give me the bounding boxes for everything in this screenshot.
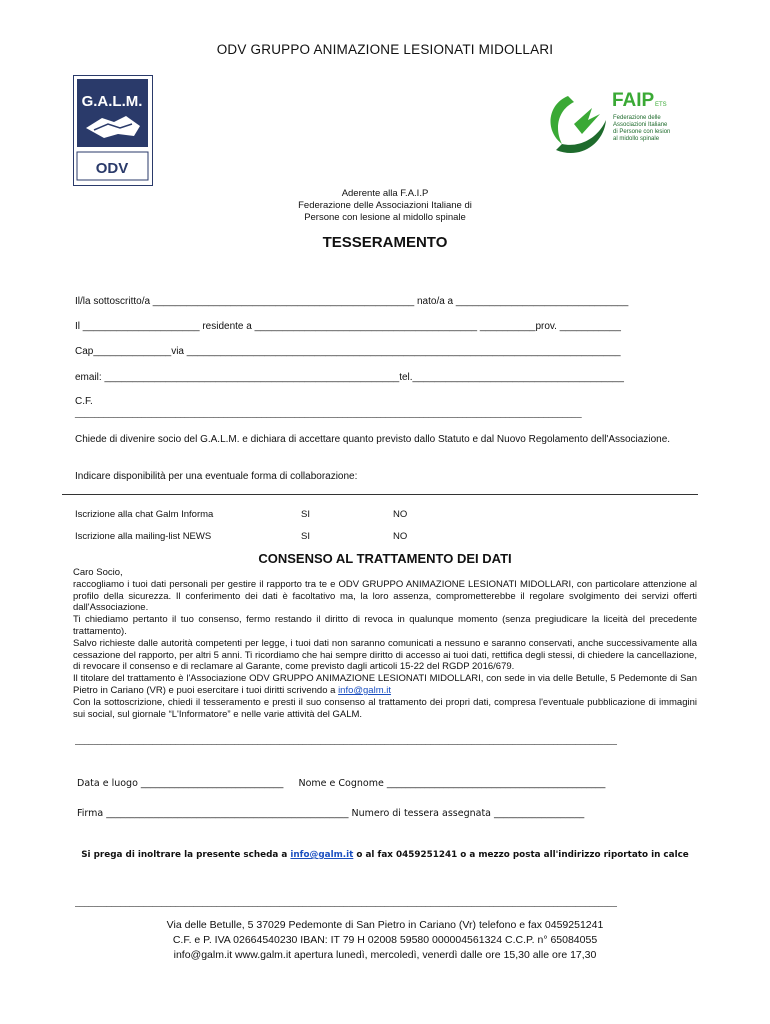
consent-paragraph-4-text: Il titolare del trattamento è l'Associazione ODV GRUPPO ANIMAZIONE LESIONATI MIDOLLARI, con sede in via delle Betulle, 5 Pedemonte di San Pietro in Cariano (VR) e puoi esercitare i tuoi diritti scrivendo a bbox=[73, 673, 697, 696]
residence-field[interactable]: Il _____________________ residente a ________________________________________ __________prov. ___________ bbox=[75, 321, 621, 332]
svg-text:ETS: ETS bbox=[655, 102, 667, 108]
footer-address: Via delle Betulle, 5 37029 Pedemonte di San Pietro in Cariano (Vr) telefono e fax 0459251241 bbox=[166, 919, 604, 931]
notice-text-post: o al fax 0459251241 o a mezzo posta all'indirizzo riportato in calce bbox=[353, 850, 689, 860]
aderente-line-3: Persone con lesione al midollo spinale bbox=[304, 212, 466, 223]
svg-text:Associazioni Italiane: Associazioni Italiane bbox=[613, 122, 668, 128]
svg-text:ODV: ODV bbox=[95, 160, 129, 177]
name-birthplace-field[interactable]: Il/la sottoscritto/a _______________________________________________ nato/a a _______________________________ bbox=[75, 296, 629, 307]
fiscal-code-field[interactable]: __________________________________________________________________________________________________________ bbox=[75, 408, 582, 418]
svg-text:Federazione delle: Federazione delle bbox=[613, 115, 661, 121]
consent-text bbox=[73, 567, 697, 720]
consent-title: CONSENSO AL TRATTAMENTO DEI DATI bbox=[258, 551, 512, 566]
footer-divider: _______________________________________________________________________________________________________________________ bbox=[75, 898, 617, 907]
footer-contacts-hours: info@galm.it www.galm.it apertura lunedì, mercoledì, venerdì dalle ore 15,30 alle ore 17,30 bbox=[173, 949, 597, 961]
option-news-yes[interactable]: SI bbox=[301, 531, 310, 542]
notice-email-link[interactable]: info@galm.it bbox=[290, 850, 354, 860]
consent-paragraph-1: raccogliamo i tuoi dati personali per gestire il rapporto tra te e ODV GRUPPO ANIMAZIONE LESIONATI MIDOLLARI, con particolare attenzione al profilo della sicurezza. Il conferimento dei dati è facoltativo ma, la loro assenza, comprometterebbe il regolare svolgimento dei servizi offerti dall'Associazione. bbox=[73, 578, 697, 614]
option-chat-yes[interactable]: SI bbox=[301, 509, 310, 520]
notice-text-pre: Si prega di inoltrare la presente scheda a bbox=[81, 850, 291, 860]
consent-paragraph-2: Ti chiediamo pertanto il tuo consenso, fermo restando il diritto di revoca in qualunque momento (senza pregiudicare la liceità del precedente trattamento). bbox=[73, 614, 697, 637]
option-chat-no[interactable]: NO bbox=[393, 509, 408, 520]
option-news-no[interactable]: NO bbox=[393, 531, 408, 542]
consent-greeting: Caro Socio, bbox=[73, 567, 123, 578]
signature-card-number-field[interactable]: Firma ___________________________________________________ Numero di tessera assegnata ___________________ bbox=[77, 808, 585, 819]
option-news-label: Iscrizione alla mailing-list NEWS bbox=[75, 531, 212, 542]
consent-divider: _______________________________________________________________________________________________________________________ bbox=[75, 736, 617, 745]
table-top-border bbox=[62, 494, 698, 495]
collaboration-label: Indicare disponibilità per una eventuale forma di collaborazione: bbox=[75, 471, 358, 482]
consent-email-link[interactable]: info@galm.it bbox=[338, 684, 392, 696]
aderente-line-1: Aderente alla F.A.I.P bbox=[341, 188, 429, 199]
galm-logo bbox=[73, 75, 153, 186]
aderente-line-2: Federazione delle Associazioni Italiane di bbox=[298, 200, 472, 211]
option-chat-label: Iscrizione alla chat Galm Informa bbox=[75, 509, 214, 520]
consent-paragraph-5: Con la sottoscrizione, chiedi il tesseramento e presti il suo consenso al trattamento dei propri dati, compresa l'eventuale pubblicazione di immagini sui social, sul giornale “L'Informatore” e nelle varie attività del GALM. bbox=[73, 696, 697, 720]
form-title: TESSERAMENTO bbox=[322, 234, 448, 251]
svg-text:FAIP: FAIP bbox=[612, 90, 655, 111]
aderente-block bbox=[250, 188, 520, 224]
consent-paragraph-3: Salvo richieste dalle autorità competenti per legge, i tuoi dati non saranno comunicati a nessuno e saranno conservati, anche successivamente alla cessazione del rapporto, per altri 5 anni. Ti ricordiamo che hai sempre diritto di accesso ai tuoi dati, rettifica degli stessi, di chiedere la cancellazione, di revocare il consenso e di reclamare al Garante, come previsto dagli articoli 15-22 del RGDP 2016/679. bbox=[73, 637, 697, 673]
membership-request: Chiede di divenire socio del G.A.L.M. e dichiara di accettare quanto previsto dallo Statuto e dal Nuovo Regolamento dell'Associazione. bbox=[75, 434, 671, 445]
svg-text:al midollo spinale: al midollo spinale bbox=[613, 136, 660, 142]
svg-text:G.A.L.M.: G.A.L.M. bbox=[81, 93, 143, 110]
submission-notice bbox=[0, 850, 770, 860]
footer-fiscal-bank: C.F. e P. IVA 02664540230 IBAN: IT 79 H 02008 59580 000004561324 C.C.P. n° 65084055 bbox=[172, 934, 598, 946]
email-phone-field[interactable]: email: _____________________________________________________tel.______________________________________ bbox=[75, 372, 624, 383]
date-place-name-field[interactable]: Data e luogo ______________________________ Nome e Cognome ______________________________________________ bbox=[77, 778, 606, 789]
consent-paragraph-4 bbox=[73, 673, 697, 697]
fiscal-code-label: C.F. bbox=[75, 396, 93, 407]
faip-logo bbox=[540, 84, 670, 164]
address-field[interactable]: Cap______________via ______________________________________________________________________________ bbox=[75, 346, 621, 357]
svg-text:di Persone con lesioni: di Persone con lesioni bbox=[613, 129, 670, 135]
organization-title: ODV GRUPPO ANIMAZIONE LESIONATI MIDOLLARI bbox=[216, 42, 554, 57]
